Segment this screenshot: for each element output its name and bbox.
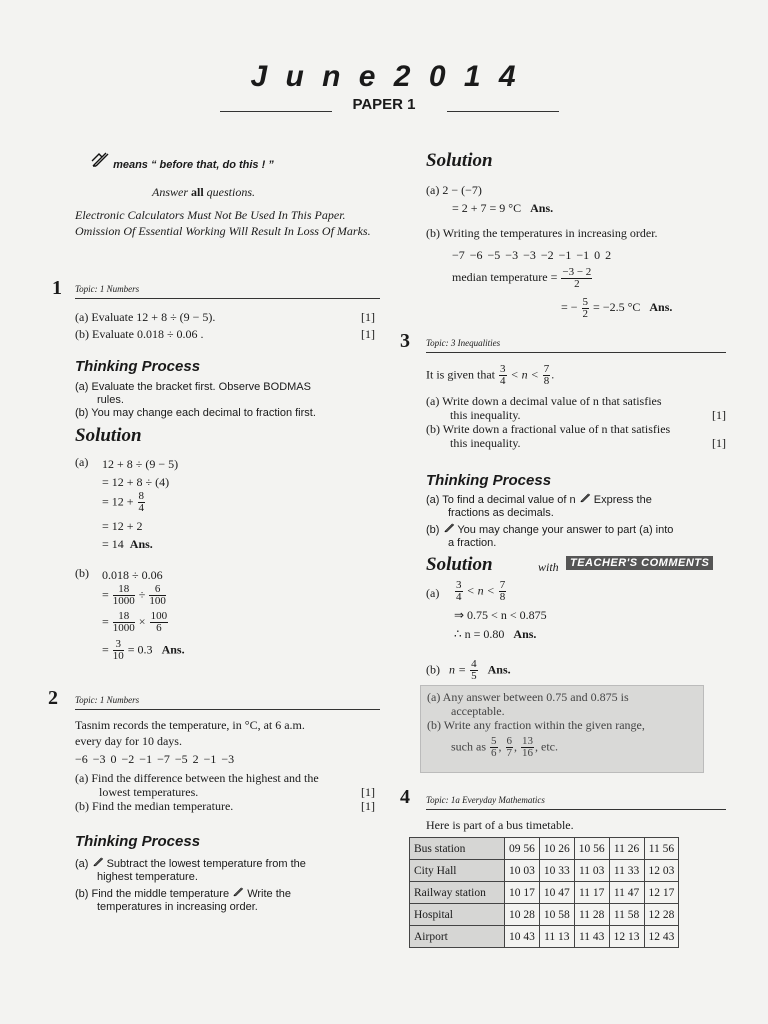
part-label: (a) <box>75 455 89 469</box>
fraction: $\frac{100}{6}$ <box>150 610 168 634</box>
time-cell: 12 13 <box>609 926 644 948</box>
answer-note: Answer all questions. <box>152 185 256 199</box>
question-number: 4 <box>400 786 410 808</box>
page-title: J u n e 2 0 1 4 <box>250 60 518 93</box>
working: 12 + 8 ÷ (9 − 5) = 12 + 8 ÷ (4) = 12 + $\frac{8}{4}$ = 12 + 2 = 14 Ans. <box>102 457 179 551</box>
calculator-note: Electronic Calculators Must Not Be Used In This Paper. Omission Of Essential Working Will Result In Loss Of Marks. <box>75 208 371 238</box>
thinking-process-text: (a) To find a decimal value of n Express the fractions as decimals. (b) You may change your answer to part (a) into a fraction. <box>426 494 674 549</box>
stop-name-cell: City Hall <box>410 860 505 882</box>
time-cell: 11 26 <box>609 838 644 860</box>
question-number: 1 <box>52 277 62 299</box>
time-cell: 11 13 <box>539 926 574 948</box>
question-part: (a) Write down a decimal value of n that satisfies this inequality. [1] (b) Write down a fractional value of n that satisfies this inequality. [1] <box>426 394 726 450</box>
teachers-comments-badge: TEACHER'S COMMENTS <box>566 556 713 570</box>
stop-name-cell: Railway station <box>410 882 505 904</box>
time-cell: 11 47 <box>609 882 644 904</box>
thinking-process-heading: Thinking Process <box>426 472 552 489</box>
thinking-process-text: (a) Subtract the lowest temperature from the highest temperature. (b) Find the middle temperature Write the temperatures in increasing order. <box>75 858 306 913</box>
divider <box>447 111 559 112</box>
fraction: $\frac{3}{4}$ <box>500 363 506 387</box>
time-cell: 10 58 <box>539 904 574 926</box>
working: $\frac{3}{4}$ < n < $\frac{7}{8}$ ⇒ 0.75 < n < 0.875 ∴ n = 0.80 Ans. <box>454 579 547 641</box>
working: (a) 2 − (−7) = 2 + 7 = 9 °C Ans. <box>426 183 554 215</box>
table-row <box>410 860 679 882</box>
table-row <box>410 904 679 926</box>
divider <box>426 352 726 353</box>
question-number: 2 <box>48 687 58 709</box>
time-cell: 11 03 <box>574 860 609 882</box>
fraction: $\frac{7}{8}$ <box>543 363 550 387</box>
table-row <box>410 926 679 948</box>
topic-label: Topic: 1 Numbers <box>75 695 140 705</box>
fraction: $\frac{5}{6}$ <box>491 735 497 759</box>
time-cell: 11 43 <box>574 926 609 948</box>
time-cell: 11 28 <box>574 904 609 926</box>
divider <box>75 298 380 299</box>
time-cell: 12 17 <box>644 882 679 904</box>
divider <box>426 809 726 810</box>
topic-label: Topic: 3 Inequalities <box>426 338 501 348</box>
thinking-process-heading: Thinking Process <box>75 833 201 850</box>
time-cell: 10 56 <box>574 838 609 860</box>
pen-icon <box>92 858 104 870</box>
time-cell: 12 43 <box>644 926 679 948</box>
pen-icon <box>443 524 455 536</box>
question-text: It is given that $\frac{3}{4}$ < n < $\frac{7}{8}$ . <box>426 363 555 387</box>
fraction: $\frac{3}{10}$ <box>112 638 124 662</box>
fraction: $\frac{13}{16}$ <box>522 735 533 759</box>
working: 0.018 ÷ 0.06 = $\frac{18}{1000}$ ÷ $\frac{6}{100}$ = $\frac{18}{1000}$ × $\frac{100}{6}$ = $\frac{3}{10}$ = 0.3 Ans. <box>102 568 185 662</box>
time-cell: 12 03 <box>644 860 679 882</box>
solution-heading: Solution <box>426 150 493 171</box>
pen-icon <box>232 888 244 900</box>
time-cell: 10 28 <box>505 904 540 926</box>
pen-legend <box>90 150 274 171</box>
solution-heading: Solution <box>426 554 493 575</box>
time-cell: 10 26 <box>539 838 574 860</box>
divider <box>75 709 380 710</box>
fraction: $\frac{7}{8}$ <box>499 579 506 603</box>
question-part: (a) Find the difference between the highest and the lowest temperatures. [1] (b) Find the median temperature. [1] <box>75 771 375 813</box>
time-cell: 11 58 <box>609 904 644 926</box>
stop-name-cell: Hospital <box>410 904 505 926</box>
pen-note: means “ before that, do this ! ” <box>113 159 274 171</box>
question-text: Here is part of a bus timetable. <box>426 818 574 832</box>
fraction: $\frac{18}{1000}$ <box>112 610 135 634</box>
time-cell: 10 47 <box>539 882 574 904</box>
question-text: Tasnim records the temperature, in °C, at 6 a.m. every day for 10 days. −6 −3 0 −2 −1 −7 −5 2 −1 −3 <box>75 718 305 766</box>
question-part: (b) Evaluate 0.018 ÷ 0.06 . [1] <box>75 327 375 341</box>
time-cell: 11 17 <box>574 882 609 904</box>
divider <box>220 111 332 112</box>
with-label: with <box>538 560 559 574</box>
paper-label: PAPER 1 <box>352 96 416 113</box>
thinking-process-heading: Thinking Process <box>75 358 201 375</box>
working: (b) Writing the temperatures in increasing order. −7 −6 −5 −3 −3 −2 −1 −1 0 2 median temperature = $\frac{-3 - 2}{2}$ = − $\frac{5}{2}$ = −2.5 °C Ans. <box>426 226 673 320</box>
bus-timetable <box>409 837 679 948</box>
time-cell: 12 28 <box>644 904 679 926</box>
fraction: $\frac{6}{100}$ <box>149 583 166 607</box>
fraction: $\frac{-3 - 2}{2}$ <box>562 265 592 290</box>
part-label: (a) <box>426 586 440 600</box>
thinking-process-text: (a) Evaluate the bracket first. Observe BODMAS rules. (b) You may change each decimal to fraction first. <box>75 381 316 419</box>
fraction: $\frac{8}{4}$ <box>138 490 145 514</box>
time-cell: 11 33 <box>609 860 644 882</box>
teachers-comments-box: (a) Any answer between 0.75 and 0.875 is acceptable. (b) Write any fraction within the given range, such as $\frac{5}{6}$ , $\frac{6}{7}$ , $\frac{13}{16}$ , etc. <box>420 685 704 773</box>
time-cell: 10 33 <box>539 860 574 882</box>
fraction: $\frac{5}{2}$ <box>582 295 589 320</box>
time-cell: 10 17 <box>505 882 540 904</box>
time-cell: 10 03 <box>505 860 540 882</box>
fraction: $\frac{6}{7}$ <box>506 735 512 759</box>
time-cell: 09 56 <box>505 838 540 860</box>
stop-name-cell: Bus station <box>410 838 505 860</box>
table-row <box>410 882 679 904</box>
part-label: (b) <box>75 566 89 580</box>
fraction: $\frac{4}{5}$ <box>471 658 477 682</box>
fraction: $\frac{18}{1000}$ <box>112 583 135 607</box>
fraction: $\frac{3}{4}$ <box>456 579 462 603</box>
table-row <box>410 838 679 860</box>
working: (b) n = $\frac{4}{5}$ Ans. <box>426 658 511 682</box>
pen-icon <box>579 494 591 506</box>
time-cell: 10 43 <box>505 926 540 948</box>
time-cell: 11 56 <box>644 838 679 860</box>
stop-name-cell: Airport <box>410 926 505 948</box>
solution-heading: Solution <box>75 425 142 446</box>
pen-icon <box>90 159 110 171</box>
question-part: (a) Evaluate 12 + 8 ÷ (9 − 5). [1] <box>75 310 375 324</box>
question-number: 3 <box>400 330 410 352</box>
topic-label: Topic: 1 Numbers <box>75 284 140 294</box>
topic-label: Topic: 1a Everyday Mathematics <box>426 795 545 805</box>
